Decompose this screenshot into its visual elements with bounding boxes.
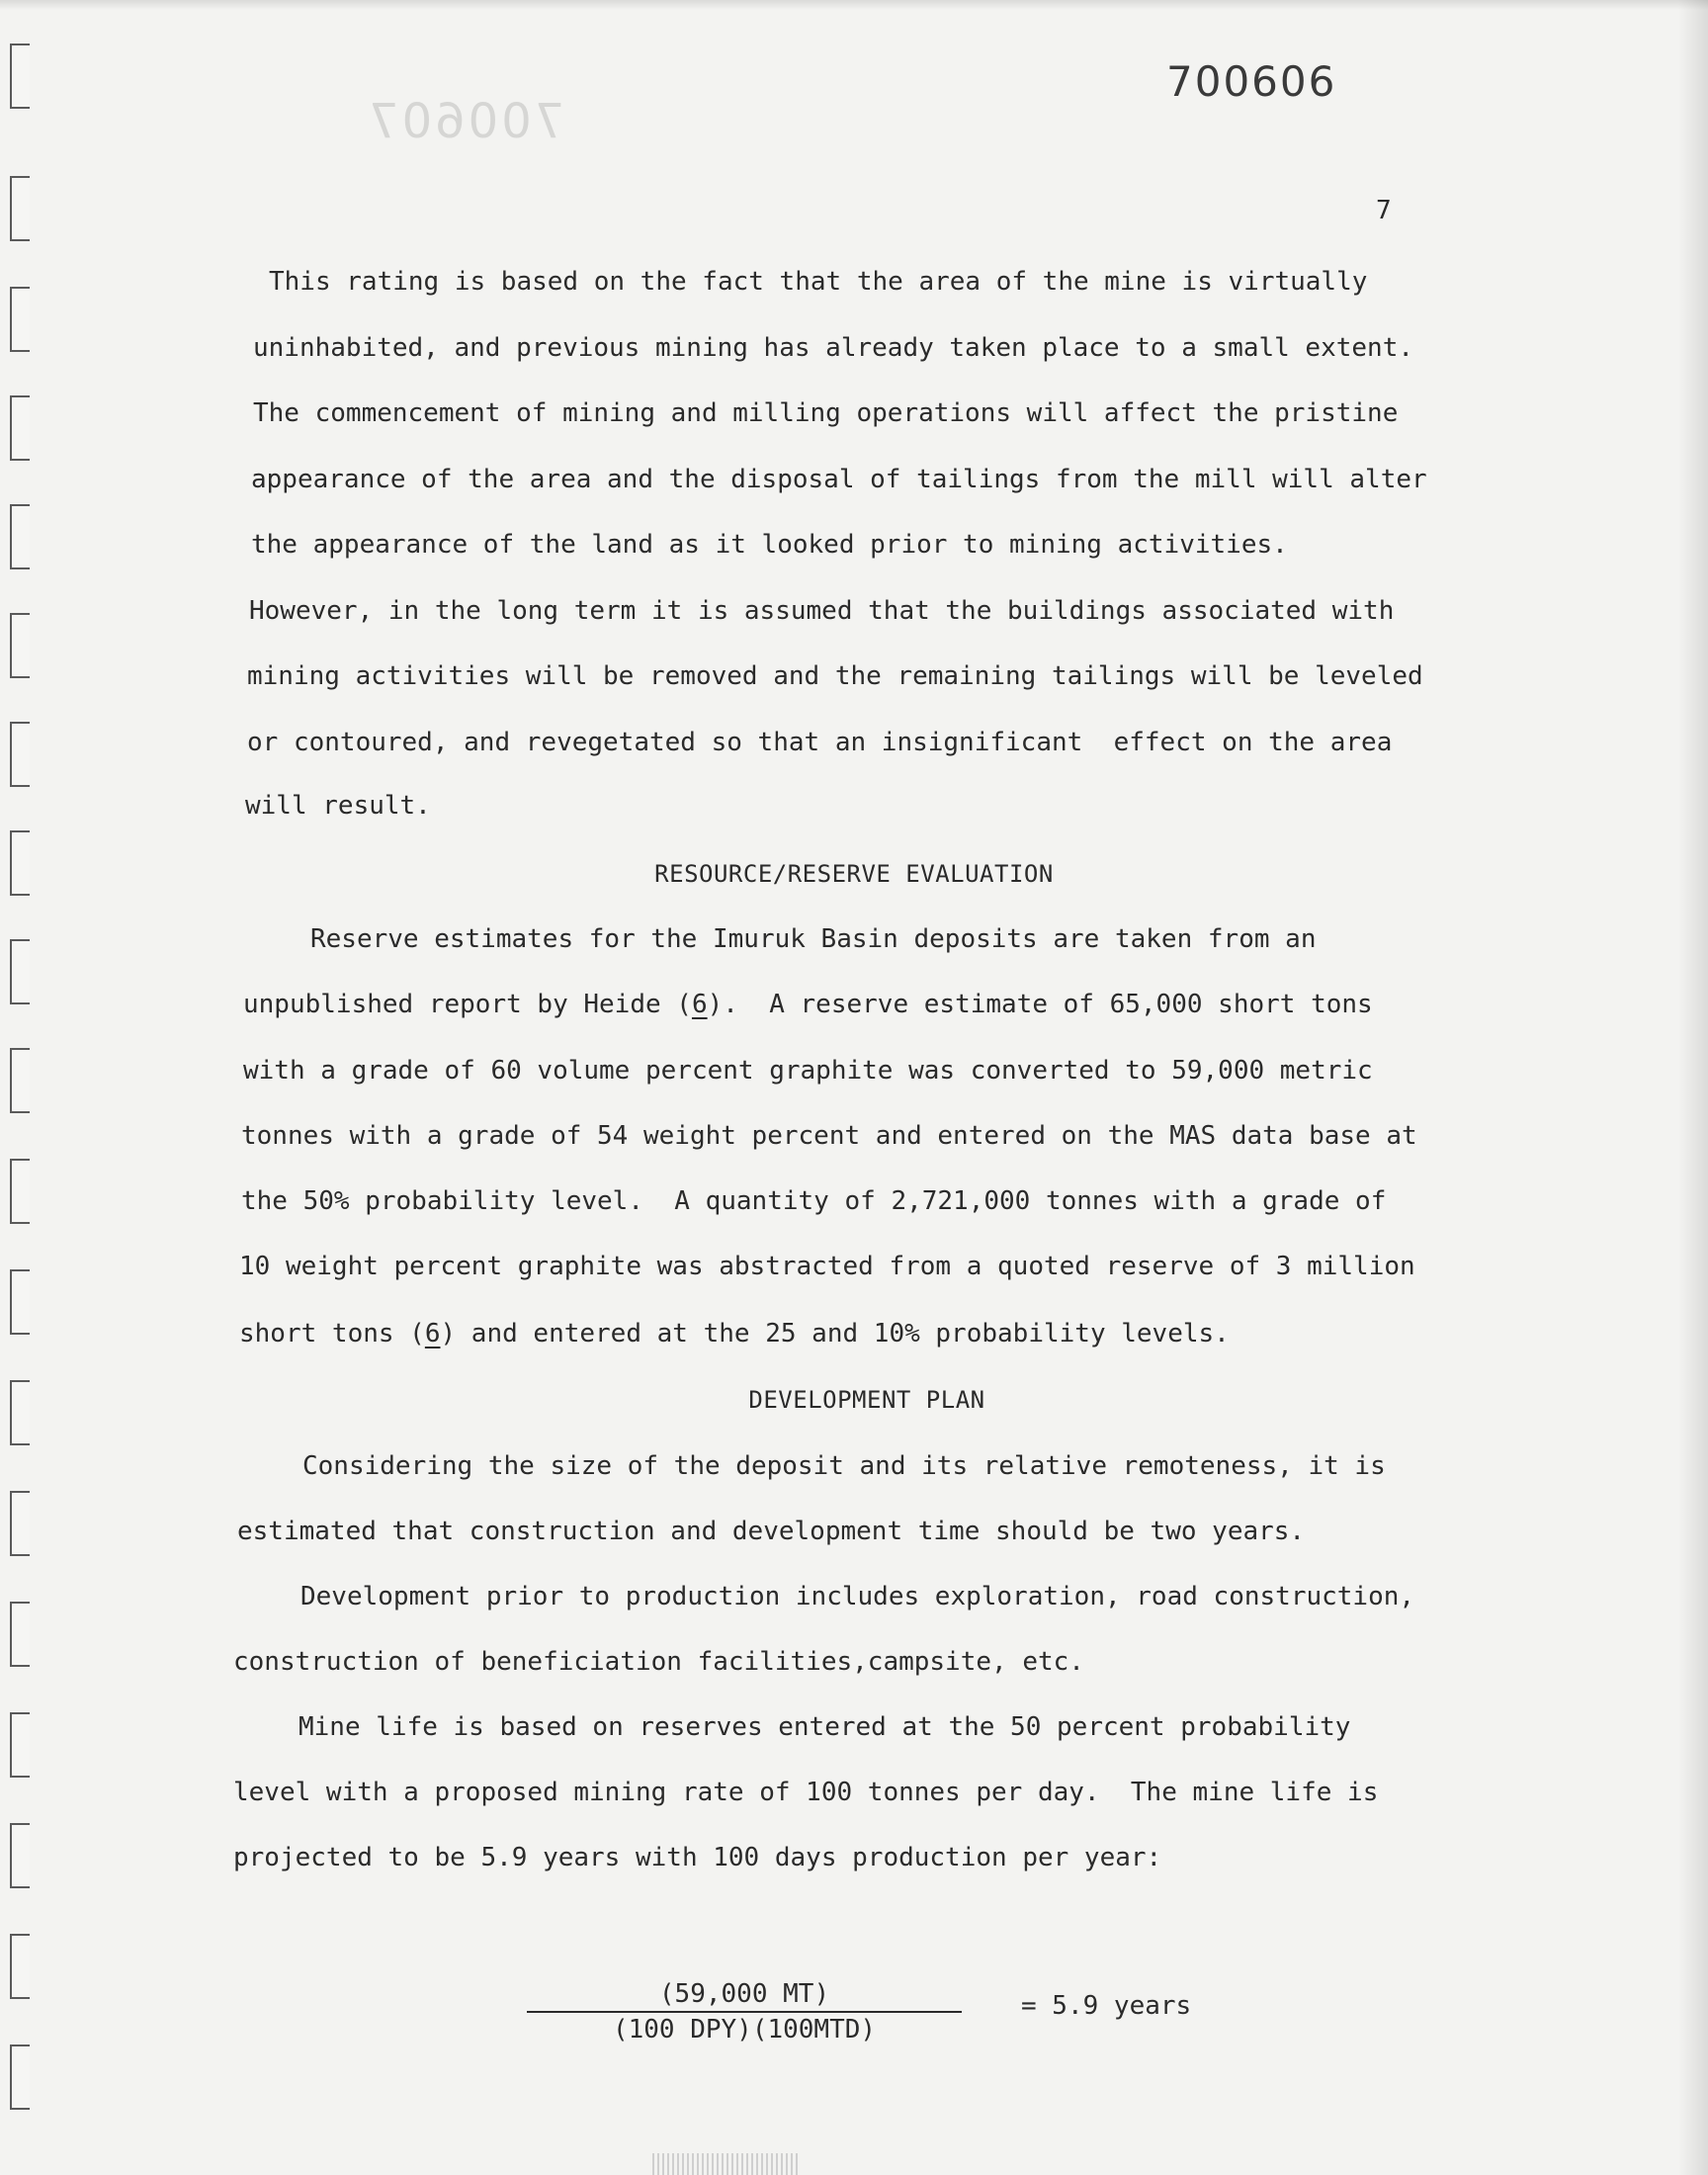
binding-hole	[10, 1491, 30, 1556]
binding-hole	[10, 1159, 30, 1224]
text-line: the appearance of the land as it looked prior to mining activities.	[251, 530, 1288, 560]
text-line: The commencement of mining and milling operations will affect the pristine	[253, 398, 1399, 428]
binding-hole	[10, 1934, 30, 1999]
text-line: estimated that construction and development time should be two years.	[237, 1517, 1306, 1546]
binding-hole	[10, 176, 30, 241]
bleed-through-number: 700607	[366, 94, 565, 149]
text-line: mining activities will be removed and the remaining tailings will be leveled	[247, 661, 1423, 691]
binding-hole	[10, 613, 30, 678]
text-line: However, in the long term it is assumed that the buildings associated with	[249, 596, 1395, 626]
binding-hole	[10, 287, 30, 352]
page-number: 7	[1376, 196, 1392, 225]
text-line: Mine life is based on reserves entered at the 50 percent probability	[299, 1712, 1351, 1742]
text-line: or contoured, and revegetated so that an insignificant effect on the area	[247, 728, 1393, 757]
scan-artifact	[652, 2153, 801, 2175]
text-line: level with a proposed mining rate of 100 tonnes per day. The mine life is	[233, 1778, 1379, 1807]
text-line: 10 weight percent graphite was abstracted from a quoted reserve of 3 million	[239, 1252, 1415, 1281]
binding-hole	[10, 44, 30, 109]
binding-hole	[10, 1712, 30, 1778]
text-line: the 50% probability level. A quantity of 2,721,000 tonnes with a grade of	[241, 1186, 1387, 1216]
text-line: tonnes with a grade of 54 weight percent and entered on the MAS data base at	[241, 1121, 1417, 1151]
text-line: Considering the size of the deposit and its relative remoteness, it is	[302, 1451, 1386, 1481]
binding-holes	[10, 0, 49, 2175]
binding-hole	[10, 722, 30, 787]
binding-hole	[10, 1269, 30, 1335]
text-line: construction of beneficiation facilities,campsite, etc.	[233, 1647, 1084, 1677]
binding-hole	[10, 504, 30, 569]
binding-hole	[10, 939, 30, 1004]
reference-citation: 6	[691, 990, 708, 1019]
document-stamp-number: 700606	[1166, 57, 1337, 106]
text-line: Development prior to production includes exploration, road construction,	[300, 1582, 1415, 1611]
section-heading-resource: RESOURCE/RESERVE EVALUATION	[654, 860, 1054, 888]
binding-hole	[10, 1048, 30, 1113]
text-line: This rating is based on the fact that the area of the mine is virtually	[269, 267, 1368, 297]
binding-hole	[10, 1823, 30, 1888]
text-line: projected to be 5.9 years with 100 days production per year:	[233, 1843, 1162, 1872]
formula-result: = 5.9 years	[1021, 1991, 1192, 2021]
text-line: will result.	[245, 791, 431, 821]
formula-denominator: (100 DPY)(100MTD)	[612, 2015, 877, 2044]
binding-hole	[10, 1602, 30, 1667]
scan-shadow	[0, 0, 1708, 10]
binding-hole	[10, 395, 30, 461]
formula-numerator: (59,000 MT)	[658, 1979, 830, 2009]
section-heading-development: DEVELOPMENT PLAN	[748, 1386, 985, 1414]
text-line: with a grade of 60 volume percent graphite was converted to 59,000 metric	[243, 1056, 1373, 1086]
text-line: Reserve estimates for the Imuruk Basin deposits are taken from an	[310, 924, 1317, 954]
binding-hole	[10, 2044, 30, 2110]
text-line: uninhabited, and previous mining has already taken place to a small extent.	[253, 333, 1413, 363]
text-line: unpublished report by Heide (6). A reserve estimate of 65,000 short tons	[243, 990, 1373, 1019]
text-line: short tons (6) and entered at the 25 and 10% probability levels.	[239, 1319, 1230, 1348]
text-line: appearance of the area and the disposal of tailings from the mill will alter	[251, 465, 1427, 494]
formula-fraction	[527, 1977, 962, 2046]
reference-citation: 6	[424, 1319, 441, 1348]
